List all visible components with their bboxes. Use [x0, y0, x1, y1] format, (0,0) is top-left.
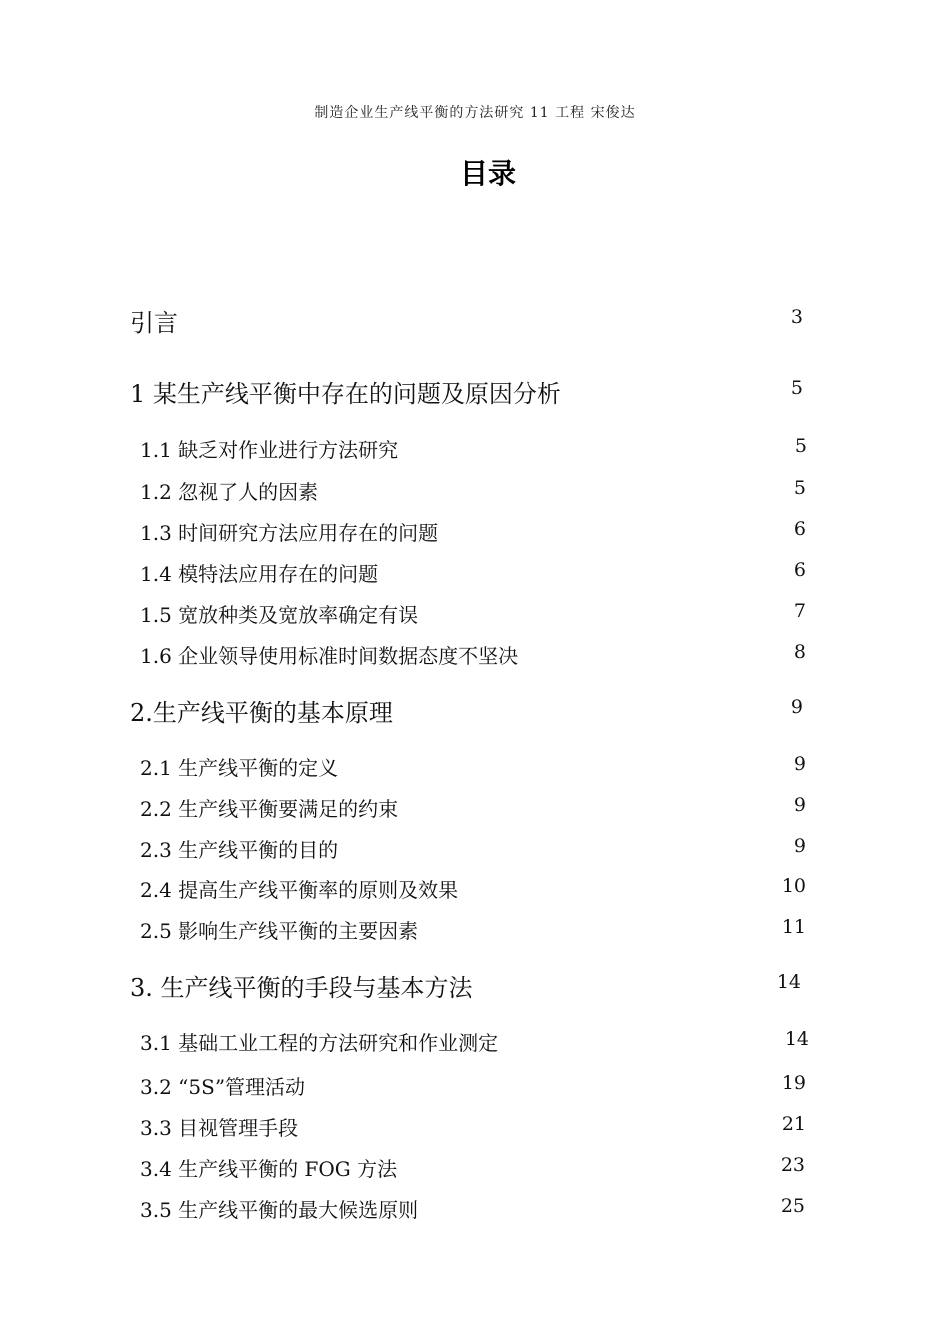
toc-entry-label: 2.4 提高生产线平衡率的原则及效果	[140, 878, 459, 902]
toc-entry-page: 14	[784, 1028, 809, 1050]
toc-entry-label: 2.生产线平衡的基本原理	[130, 699, 393, 727]
toc-entry-1-4[interactable]	[0, 558, 950, 588]
toc-entry-2-2[interactable]	[0, 793, 950, 823]
toc-entry-2-4[interactable]	[0, 874, 950, 904]
toc-entry-3-4[interactable]	[0, 1153, 950, 1183]
toc-entry-label: 2.2 生产线平衡要满足的约束	[140, 797, 399, 821]
toc-entry-page: 19	[781, 1072, 806, 1094]
toc-entry-label: 3. 生产线平衡的手段与基本方法	[130, 974, 473, 1002]
toc-entry-3-2[interactable]	[0, 1071, 950, 1101]
toc-entry-page: 5	[793, 477, 806, 499]
toc-entry-page: 9	[793, 794, 806, 816]
toc-entry-page: 7	[793, 600, 806, 622]
toc-entry-page: 6	[793, 518, 806, 540]
toc-entry-page: 11	[781, 916, 806, 938]
toc-entry-intro[interactable]	[0, 303, 950, 337]
toc-entry-1-1[interactable]	[0, 434, 950, 464]
toc-entry-label: 1.2 忽视了人的因素	[140, 480, 319, 504]
running-header: 制造企业生产线平衡的方法研究 11 工程 宋俊达	[314, 105, 636, 121]
toc-entry-label: 引言	[130, 309, 178, 337]
toc-entry-label: 2.1 生产线平衡的定义	[140, 756, 339, 780]
toc-entry-page: 9	[790, 696, 803, 718]
toc-entry-label: 1.4 模特法应用存在的问题	[140, 562, 379, 586]
toc-entry-page: 25	[780, 1195, 805, 1217]
toc-entry-label: 1.3 时间研究方法应用存在的问题	[140, 521, 439, 545]
toc-entry-page: 14	[776, 971, 801, 993]
toc-entry-label: 1.5 宽放种类及宽放率确定有误	[140, 603, 419, 627]
toc-entry-label: 1.6 企业领导使用标准时间数据态度不坚决	[140, 644, 519, 668]
toc-entry-2-3[interactable]	[0, 834, 950, 864]
toc-entry-label: 2.3 生产线平衡的目的	[140, 838, 339, 862]
toc-entry-1-2[interactable]	[0, 476, 950, 506]
toc-entry-label: 3.2 “5S”管理活动	[140, 1075, 306, 1099]
toc-entry-page: 3	[790, 306, 803, 328]
toc-entry-label: 3.3 目视管理手段	[140, 1116, 299, 1140]
toc-entry-3-3[interactable]	[0, 1112, 950, 1142]
toc-entry-3-5[interactable]	[0, 1194, 950, 1224]
toc-entry-label: 3.4 生产线平衡的 FOG 方法	[140, 1157, 398, 1181]
toc-entry-1-3[interactable]	[0, 517, 950, 547]
toc-entry-label: 3.5 生产线平衡的最大候选原则	[140, 1198, 419, 1222]
toc-entry-chapter-1[interactable]	[0, 374, 950, 408]
toc-entry-page: 9	[793, 753, 806, 775]
toc-entry-1-5[interactable]	[0, 599, 950, 629]
toc-entry-page: 23	[780, 1154, 805, 1176]
page-title: 目录	[459, 157, 516, 190]
toc-entry-page: 8	[793, 641, 806, 663]
toc-entry-3-1[interactable]	[0, 1027, 950, 1057]
toc-entry-2-1[interactable]	[0, 752, 950, 782]
toc-entry-label: 1.1 缺乏对作业进行方法研究	[140, 438, 399, 462]
toc-entry-page: 9	[793, 835, 806, 857]
toc-entry-label: 3.1 基础工业工程的方法研究和作业测定	[140, 1031, 499, 1055]
toc-entry-chapter-3[interactable]	[0, 968, 950, 1002]
toc-entry-label: 1 某生产线平衡中存在的问题及原因分析	[130, 380, 561, 408]
toc-entry-page: 5	[794, 435, 807, 457]
toc-entry-1-6[interactable]	[0, 640, 950, 670]
toc-entry-label: 2.5 影响生产线平衡的主要因素	[140, 919, 419, 943]
toc-entry-page: 6	[793, 559, 806, 581]
toc-entry-page: 10	[781, 875, 806, 897]
toc-entry-page: 21	[781, 1113, 806, 1135]
toc-entry-page: 5	[790, 377, 803, 399]
toc-entry-2-5[interactable]	[0, 915, 950, 945]
toc-entry-chapter-2[interactable]	[0, 693, 950, 727]
